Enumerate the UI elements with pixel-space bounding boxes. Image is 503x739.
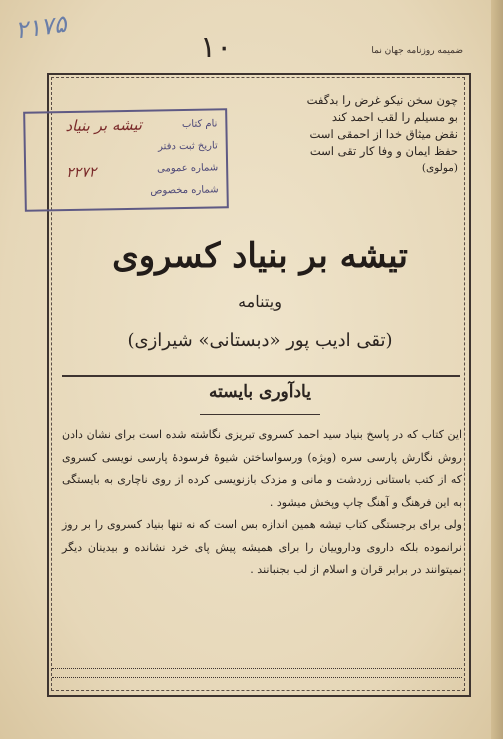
poem-line: حفظ ایمان و وفا کار تقی است	[309, 144, 458, 158]
stamp-value-title: تیشه بر بنیاد	[65, 115, 143, 136]
poem-line: چون سخن نیکو غرض را بدگفت	[306, 93, 458, 107]
book-title: تیشه بر بنیاد کسروی	[112, 236, 408, 276]
bottom-decorative-border	[52, 668, 462, 678]
book-author: (تقی ادیب پور «دبستانی» شیرازی)	[127, 330, 393, 351]
stamp-value-general-number: ۲۲۷۲	[66, 164, 97, 182]
body-text	[62, 424, 462, 582]
library-stamp	[23, 108, 229, 212]
poem-author: (مولوی)	[421, 162, 458, 174]
handwritten-catalog-number: ۲۱۷۵	[13, 9, 69, 45]
stamp-row-general-number	[157, 162, 218, 174]
stamp-row-special-number	[150, 184, 218, 196]
stamp-label: تاریخ ثبت دفتر	[158, 140, 218, 153]
stamp-label: شماره مخصوص	[150, 184, 219, 197]
poem-line: بو مسیلم را لقب احمد کند	[331, 110, 458, 124]
body-paragraph: این کتاب که در پاسخ بنیاد سید احمد کسروی تبریزی نگاشته شده است برای نشان دادن روش نگارش پارسی سره (ویژه) ورسواساختن شیوهٔ فرسودهٔ پارسی نویسی کسروی که از کتب باستانی زردشت و مانی و مزدک بازنویسی کرده از روی ناچاری به بایستگی به این فرهنگ و آهنگ چاپ وپخش میشود .	[62, 428, 462, 509]
section-title: یادآوری بایسته	[209, 382, 311, 402]
section-underline	[200, 414, 320, 415]
stamp-label: نام کتاب	[181, 118, 218, 131]
book-subtitle: ویتنامه	[238, 292, 282, 311]
header-note: ضمیمه روزنامه جهان نما	[371, 46, 463, 56]
stamp-row-date	[158, 140, 218, 152]
stamp-row-title	[182, 118, 218, 130]
poem-line: نقض میثاق خدا از احمقی است	[309, 127, 458, 141]
epigraph-poem	[278, 92, 458, 177]
page-mark: ۱۰	[200, 30, 233, 65]
book-spine	[491, 0, 503, 739]
divider-top	[62, 375, 460, 377]
body-paragraph: ولی برای برجستگی کتاب تیشه همین اندازه بس است که نه تنها بنیاد کسروی را بر روز نرانموده بلکه داروی وداروییان را برای همیشه پیش پای خرد نشانده و بیدینان دیگر نمیتوانند در برابر قران و اسلام از لب بجنبانند .	[62, 518, 462, 576]
stamp-label: شماره عمومی	[157, 162, 219, 175]
